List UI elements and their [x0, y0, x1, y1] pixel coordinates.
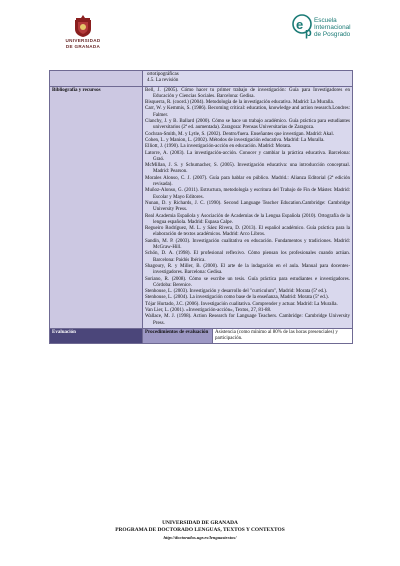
bibliography-entry: Van Lier, L. (2001). «Investigación-acción», Textos, 27, 81-88.: [145, 307, 272, 313]
bibliography-entry: Muñoz-Alonso, G. (2011). Estructura, metodología y escritura del Trabajo de Fin de Máster. Madrid: Escolar y Mayo Editores.: [145, 188, 350, 200]
table-row: [50, 328, 353, 344]
bibliography-entry: Tójar Hurtado, J.C. (2006). Investigación cualitativa. Comprender y actuar. Madrid: La Muralla.: [145, 301, 338, 307]
footer-program: PROGRAMA DE DOCTORADO LENGUAS, TEXTOS Y CONTEXTOS: [115, 527, 285, 533]
footer-url-link[interactable]: http://doctorados.ugr.es/lenguastextos/: [163, 535, 237, 540]
logo-line-3: de Posgrado: [314, 30, 351, 38]
coat-of-arms-icon: [70, 14, 96, 38]
procedure-text: Asistencia (como mínimo al 80% de las horas presenciales) y participación.: [213, 328, 353, 344]
procedure-label: Procedimientos de evaluación: [143, 328, 213, 344]
bibliography-entry: Cohen, L. y Manion, L. (2002). Métodos de investigación educativa. Madrid: La Muralla.: [145, 137, 325, 143]
svg-text:p: p: [305, 27, 312, 39]
table-row: [50, 71, 353, 87]
bibliography-entry: Latorre, A. (2003). La investigación-acción. Conocer y cambiar la práctica educativa. Barcelona: Graó.: [145, 150, 350, 162]
university-of-granada-logo: [58, 14, 108, 50]
logo-line-2: Internacional: [314, 23, 351, 31]
bibliography-entry: Morales Alonso, C. J. (2007). Guía para hablar en público. Madrid.: Alianza Editorial (2ª edición revisada).: [145, 175, 350, 188]
empty-label-cell: [50, 71, 143, 87]
page-footer: [0, 520, 400, 541]
footer-university: UNIVERSIDAD DE GRANADA: [162, 520, 238, 526]
bibliography-entry: Wallace, M. J. (1998). Action Research for Language Teachers. Cambridge: Cambridge University Press.: [145, 314, 350, 326]
bibliography-entry: Nunan, D. y Richards, J. C. (1990). Second Language Teacher Education.Cambridge: Cambridge University Press.: [145, 200, 350, 213]
bibliography-entry: Carr, W. y Kemmis, S. (1986). Becoming critical: education, knowledge and action research.Londres: Falmer.: [145, 106, 350, 118]
bibliography-entry: Clanchy, J. y B. Ballard (2000). Cómo se hace un trabajo académico. Guía práctica para estudiantes universitarios (2ª ed. aumentada). Zaragoza: Prensas Universitarias de Zaragoza.: [145, 119, 350, 131]
bibliography-list: [143, 86, 353, 328]
bibliography-entry: Cochran-Smith, M. y Lytle, S. (2002). Dentro/fuera. Enseñantes que investigan. Madrid: Akal.: [145, 131, 334, 137]
bibliography-entry: Stenhouse, L. (2003). Investigación y desarrollo del "curriculum", Madrid: Morata (5ª ed.).: [145, 289, 328, 295]
continuation-cell: [143, 71, 353, 87]
bibliography-entry: Schön, D. A. (1998). El profesional reflexivo. Cómo piensan los profesionales cuando actúan. Barcelona: Paidós Ibérica.: [145, 251, 350, 263]
continuation-line: ortotipográficas: [147, 72, 179, 77]
bibliography-entry: Bisquerra, R. (coord.) (2004). Metodología de la investigación educativa. Madrid: La Muralla.: [145, 100, 334, 106]
svg-text:e: e: [296, 17, 304, 32]
bibliography-entry: Elliott, J. (1990). La investigación-acción en educación. Madrid: Morata.: [145, 144, 292, 150]
table-row: [50, 86, 353, 328]
bibliography-entry: McMillan, J. S. y Schumacher, S. (2005). Investigación educativa: una introducción conceptual. Madrid: Pearson.: [145, 163, 350, 175]
logo-line-2: DE GRANADA: [65, 44, 101, 49]
bibliography-entry: Stenhouse, L. (2004). La investigación como base de la enseñanza, Madrid: Morata (5ª ed.).: [145, 295, 329, 301]
bibliography-entry: Real Academia Española y Asociación de Academias de la Lengua Española (2010). Ortografía de la lengua española. Madrid: Espasa Calpe.: [145, 213, 350, 225]
bibliography-entry: Shagoury, R. y Miller, B. (2000). El arte de la indagación en el aula. Manual para docentes-investigadores. Barcelona: Gedisa.: [145, 263, 350, 276]
bibliography-label: Bibliografía y recursos: [50, 86, 143, 328]
bibliography-entry: Regueiro Rodríguez, M. L. y Sáez Rivera, D. (2013). El español académico. Guía práctica para la elaboración de textos académicos. Madrid: Arco Libros.: [145, 226, 350, 238]
logo-line-1: UNIVERSIDAD: [65, 38, 101, 43]
logo-line-1: Escuela: [314, 17, 337, 24]
course-table: [49, 70, 353, 344]
bibliography-entry: Bell, J. (2005). Cómo hacer tu primer trabajo de investigación: Guía para Investigadores en Educación y Ciencias Sociales. Barcelona: Gedisa.: [145, 87, 350, 99]
bibliography-entry: Soriano, R. (2008). Cómo se escribe un tesis. Guía práctica para estudiantes e investigadores. Córdoba: Berenice.: [145, 276, 350, 288]
bibliography-entry: Sandín, M. P. (2003). Investigación cualitativa en educación. Fundamentos y tradiciones. Madrid: McGraw-Hill.: [145, 238, 350, 251]
continuation-line: 4.5. La revisión: [147, 78, 179, 84]
ep-monogram-icon: [292, 12, 316, 42]
evaluation-label: Evaluación: [50, 328, 143, 344]
escuela-internacional-posgrado-logo: [292, 12, 362, 52]
